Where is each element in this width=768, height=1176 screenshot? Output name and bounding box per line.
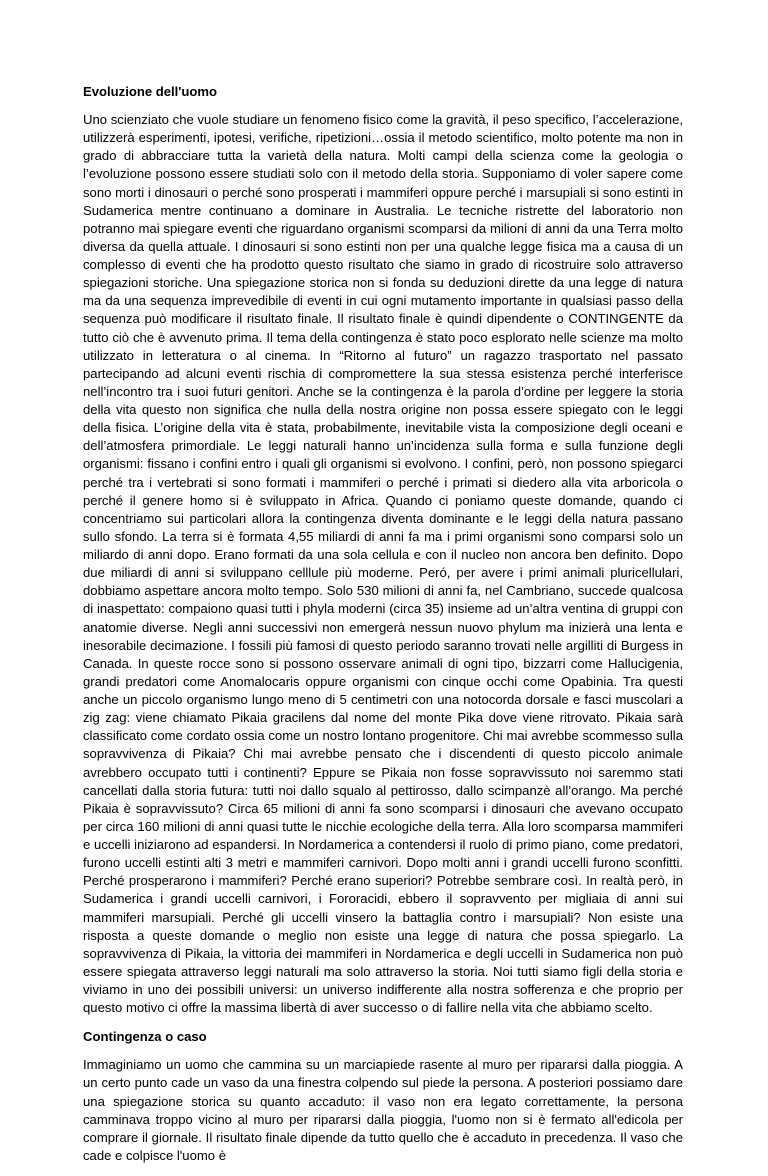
section-heading-contingency: Contingenza o caso (83, 1029, 207, 1045)
document-content (83, 83, 683, 1176)
section-body-evolution: Uno scienziato che vuole studiare un fenomeno fisico come la gravità, il peso specifico, l’accelerazione, utilizzerà esperimenti, ipotesi, verifiche, ripetizioni…ossia il metodo scientifico, molto potente ma non in grado di abbracciare tutta la varietà della natura. Molti campi della scienza come la geologia o l’evoluzione possono essere studiati solo con il metodo della storia. Supponiamo di voler sapere come sono morti i dinosauri o perché sono prosperati i mammiferi oppure perché i marsupiali si sono estinti in Sudamerica mentre continuano a dominare in Australia. Le tecniche ristrette del laboratorio non potranno mai spiegare eventi che riguardano organismi scomparsi da milioni di anni da una Terra molto diversa da quella attuale. I dinosauri si sono estinti non per una qualche legge fisica ma a causa di un complesso di eventi che ha prodotto questo risultato che siamo in grado di ricostruire solo attraverso spiegazioni storiche. Una spiegazione storica non si fonda su deduzioni dirette da una legge di natura ma da una sequenza imprevedibile di eventi in cui ogni mutamento importante in qualsiasi passo della sequenza può modificare il risultato finale. Il risultato finale è quindi dipendente o CONTINGENTE da tutto ciò che è avvenuto prima. Il tema della contingenza è stato poco esplorato nelle scienze ma molto utilizzato in letteratura o al cinema. In “Ritorno al futuro” un ragazzo trasportato nel passato partecipando ad alcuni eventi rischia di compromettere la sua stessa esistenza perché interferisce nell’incontro tra i suoi futuri genitori. Anche se la contingenza è la parola d’ordine per leggere la storia della vita questo non significa che nulla della nostra origine non possa essere spiegato con le leggi della fisica. L’origine della vita è stata, probabilmente, inevitabile vista la composizione degli oceani e dell’atmosfera primordiale. Le leggi naturali hanno un’incidenza sulla forma e sulla funzione degli organismi: fissano i confini entro i quali gli organismi si evolvono. I confini, però, non possono spiegarci perché tra i vertebrati si sono formati i mammiferi o perché i primati si diedero alla vita arboricola o perché il genere homo si è sviluppato in Africa. Quando ci poniamo queste domande, quando ci concentriamo sui particolari allora la contingenza diventa dominante e le leggi della natura passano sullo sfondo. La terra si è formata 4,55 miliardi di anni fa ma i primi organismi sono comparsi solo un miliardo di anni dopo. Erano formati da una sola cellula e con il nucleo non ancora ben definito. Dopo due miliardi di anni si sviluppano celllule più moderne. Peró, per avere i primi animali pluricellulari, dobbiamo aspettare ancora molto tempo. Solo 530 milioni di anni fa, nel Cambriano, succede qualcosa di inaspettato: compaiono quasi tutti i phyla moderni (circa 35) insieme ad un’altra ventina di gruppi con anatomie diverse. Negli anni successivi non emergerà nessun nuovo phylum ma inizierà una lenta e inesorabile decimazione. I fossili più famosi di questo periodo saranno trovati nelle argilliti di Burgess in Canada. In queste rocce sono si possono osservare animali di ogni tipo, bizzarri come Hallucigenia, grandi predatori come Anomalocaris oppure organismi con cinque occhi come Opabinia. Tra questi anche un piccolo organismo lungo meno di 5 centimetri con una notocorda dorsale e fasci muscolari a zig zag: viene chiamato Pikaia gracilens dal nome del monte Pika dove viene ritrovato. Pikaia sarà classificato come cordato ossia come un nostro lontano progenitore. Chi mai avrebbe scommesso sulla sopravvivenza di Pikaia? Chi mai avrebbe pensato che i discendenti di questo piccolo animale avrebbero occupato tutti i continenti? Eppure se Pikaia non fosse sopravvissuto noi saremmo stati cancellati dalla storia futura: tutti noi dallo squalo al pettirosso, dallo scimpanzè all’orango. Ma perché Pikaia è sopravvissuto? Circa 65 milioni di anni fa sono scomparsi i dinosauri che avevano occupato per circa 160 milioni di anni quasi tutte le nicchie ecologiche della terra. Alla loro scomparsa mammiferi e uccelli iniziarono ad espandersi. In Nordamerica a contendersi il ruolo di primo piano, come predatori, furono uccelli estinti alti 3 metri e mammiferi carnivori. Dopo molti anni i grandi uccelli furono sconfitti. Perché prosperarono i mammiferi? Perché erano superiori? Potrebbe sembrare così. In realtà però, in Sudamerica i grandi uccelli carnivori, i Fororacidi, ebbero il sopravvento per migliaia di anni sui mammiferi marsupiali. Perché gli uccelli vinsero la battaglia contro i marsupiali? Non esiste una risposta a queste domande o meglio non esiste una legge di natura che possa spiegarlo. La sopravvivenza di Pikaia, la vittoria dei mammiferi in Nordamerica e degli uccelli in Sudamerica non può essere spiegata attraverso leggi naturali ma solo attraverso la storia. Noi tutti siamo figli della storia e viviamo in uno dei possibili universi: un universo indifferente alla nostra sofferenza e che proprio per questo motivo ci offre la massima libertà di aver successo o di fallire nella vita che abbiamo scelto. (83, 112, 683, 1016)
section-body-contingency: Immaginiamo un uomo che cammina su un marciapiede rasente al muro per ripararsi dalla pioggia. A un certo punto cade un vaso da una finestra colpendo sul piede la persona. A posteriori possiamo dare una spiegazione storica su quanto accaduto: il vaso non era legato correttamente, la persona camminava troppo vicino al muro per ripararsi dalla pioggia, l'uomo non si è fermato all'edicola per comprare il giornale. Il risultato finale dipende da tutto quello che è accaduto in precedenza. Il vaso che cade e colpisce l'uomo è (83, 1057, 683, 1163)
section-heading-evolution: Evoluzione dell'uomo (83, 84, 218, 99)
